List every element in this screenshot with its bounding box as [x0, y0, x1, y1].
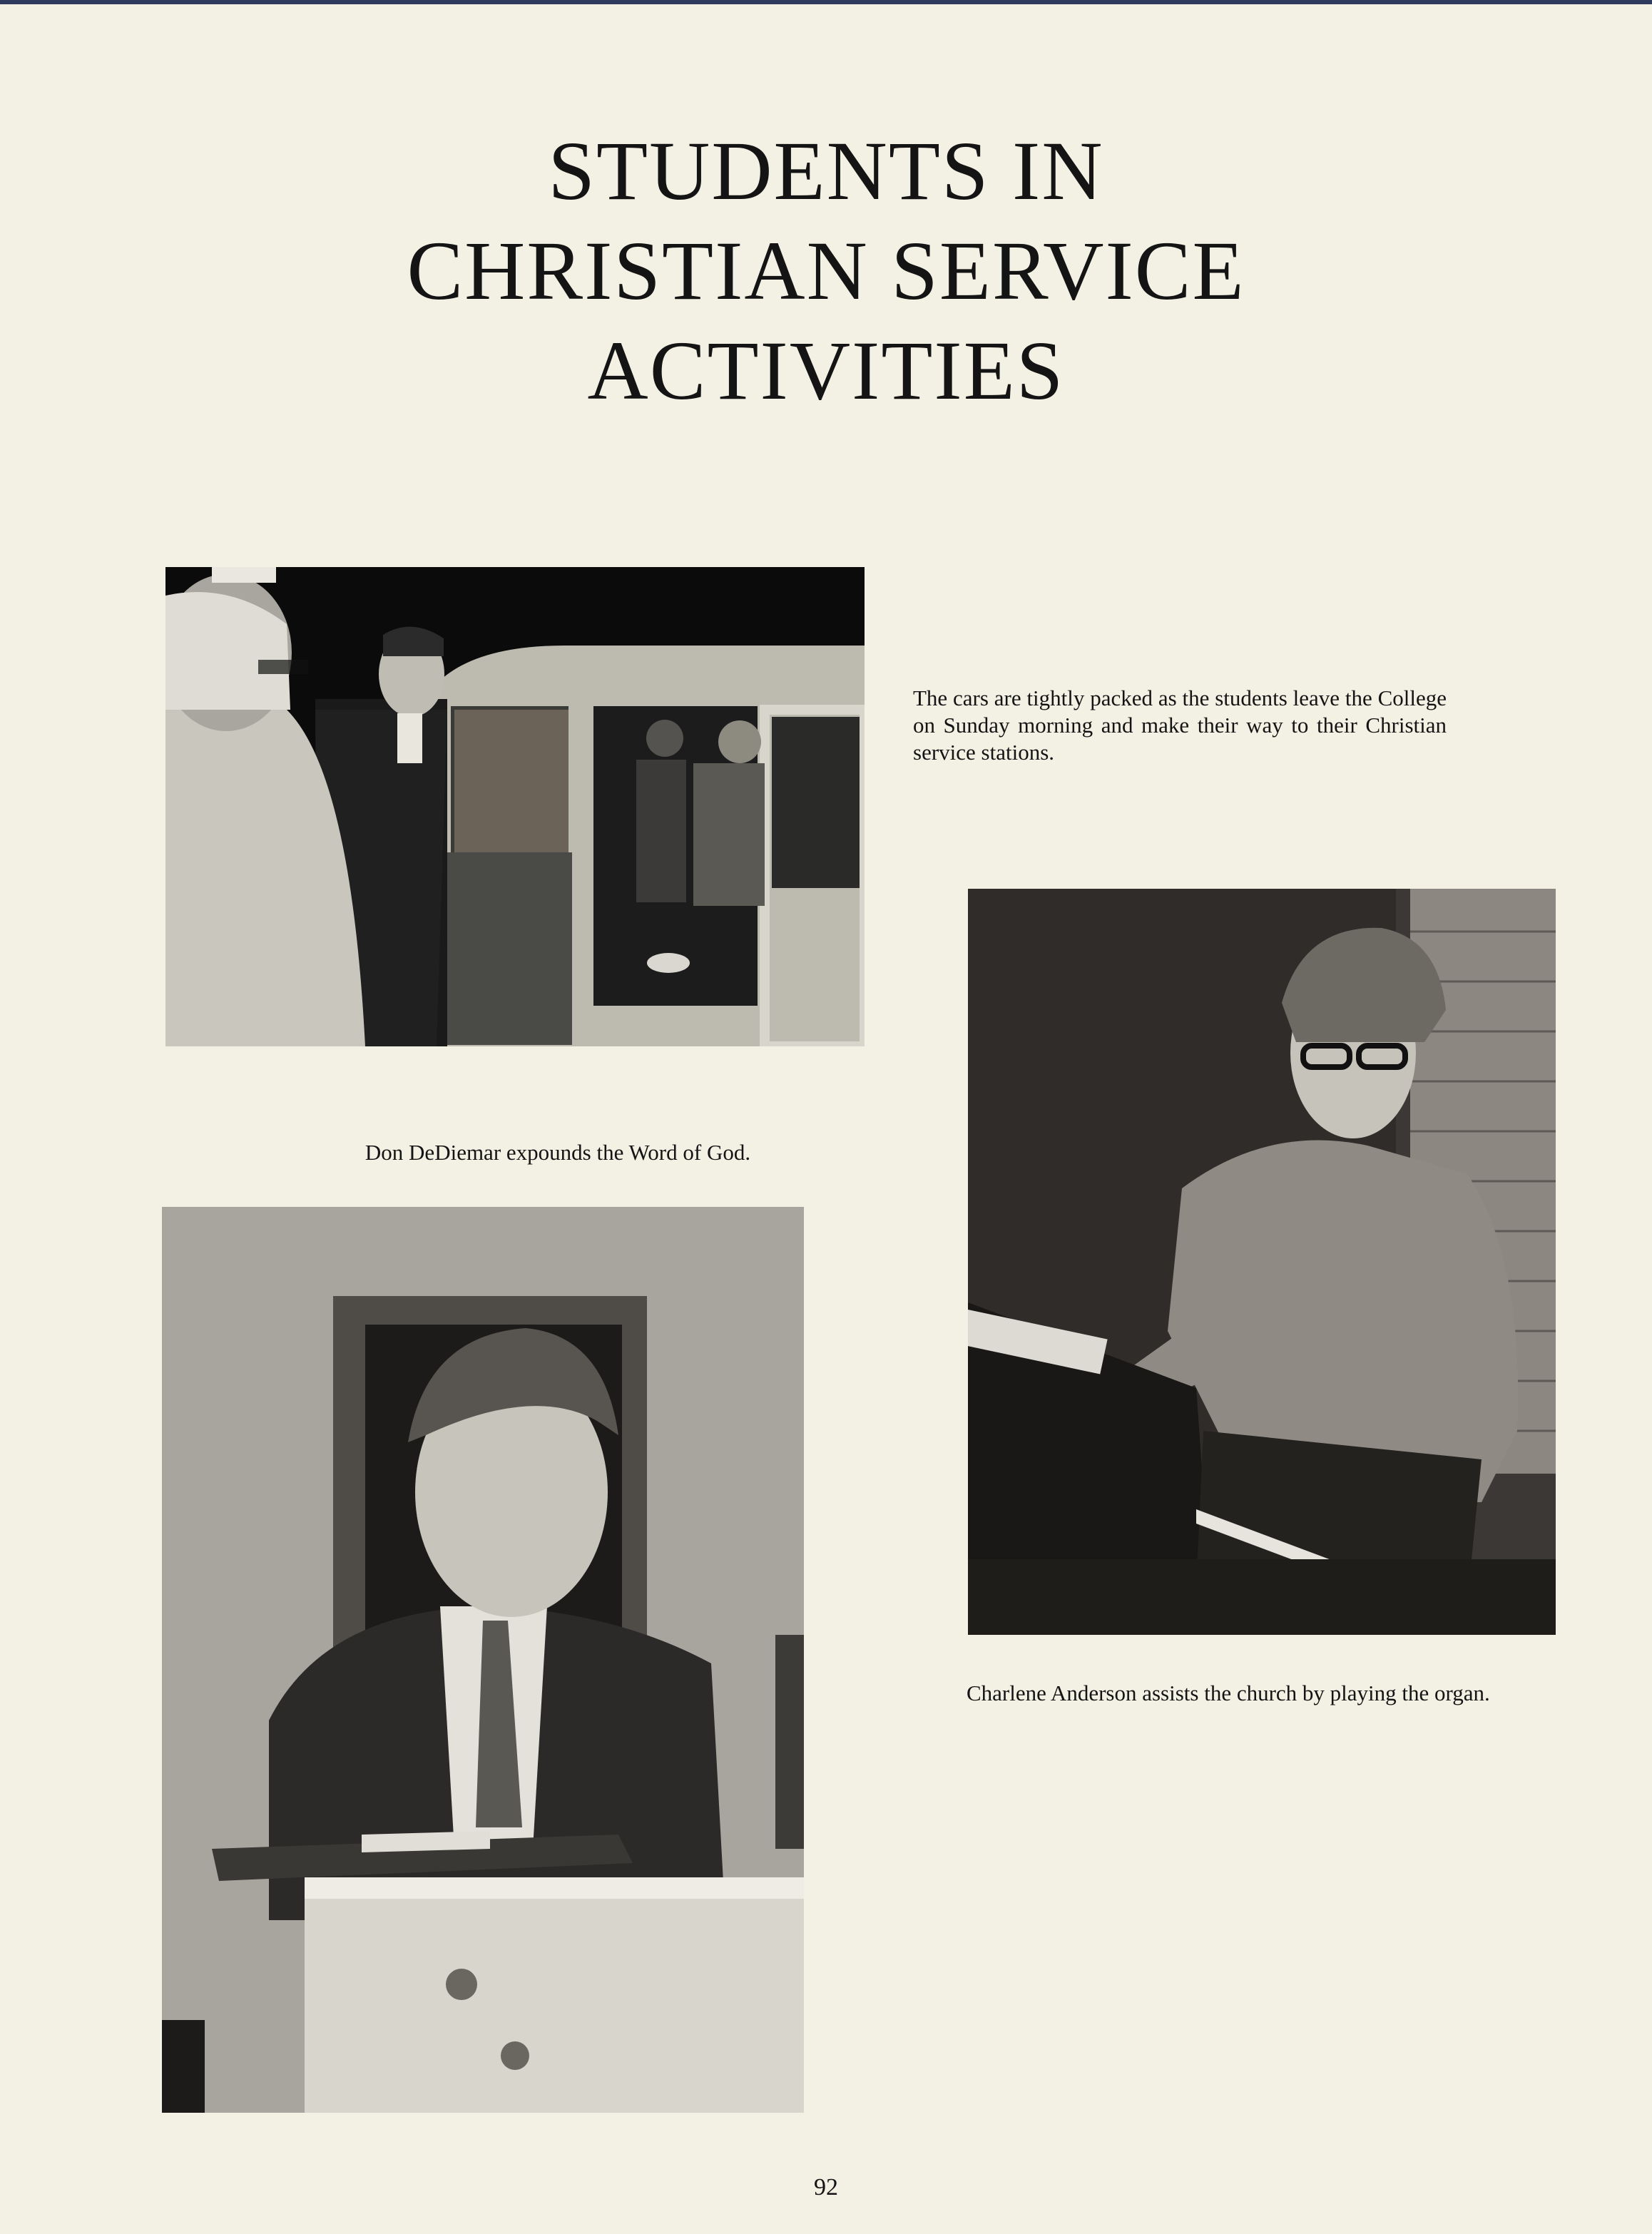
title-line-1: STUDENTS IN — [548, 124, 1104, 218]
caption-lectern-man: Don DeDiemar expounds the Word of God. — [364, 1140, 751, 1165]
photo-organist — [968, 889, 1556, 1635]
page-title — [0, 121, 1652, 421]
caption-organist: Charlene Anderson assists the church by playing the organ. — [967, 1680, 1490, 1705]
caption-van-students: The cars are tightly packed as the students leave the College on Sunday morning and make their way to their Christian service stations. — [913, 685, 1447, 765]
page-top-edge — [0, 0, 1652, 4]
title-line-3: ACTIVITIES — [587, 324, 1065, 417]
page-number: 92 — [814, 2174, 838, 2200]
photo-van-students — [165, 567, 865, 1046]
title-line-2: CHRISTIAN SERVICE — [407, 224, 1245, 317]
photo-lectern-man — [162, 1207, 804, 2113]
